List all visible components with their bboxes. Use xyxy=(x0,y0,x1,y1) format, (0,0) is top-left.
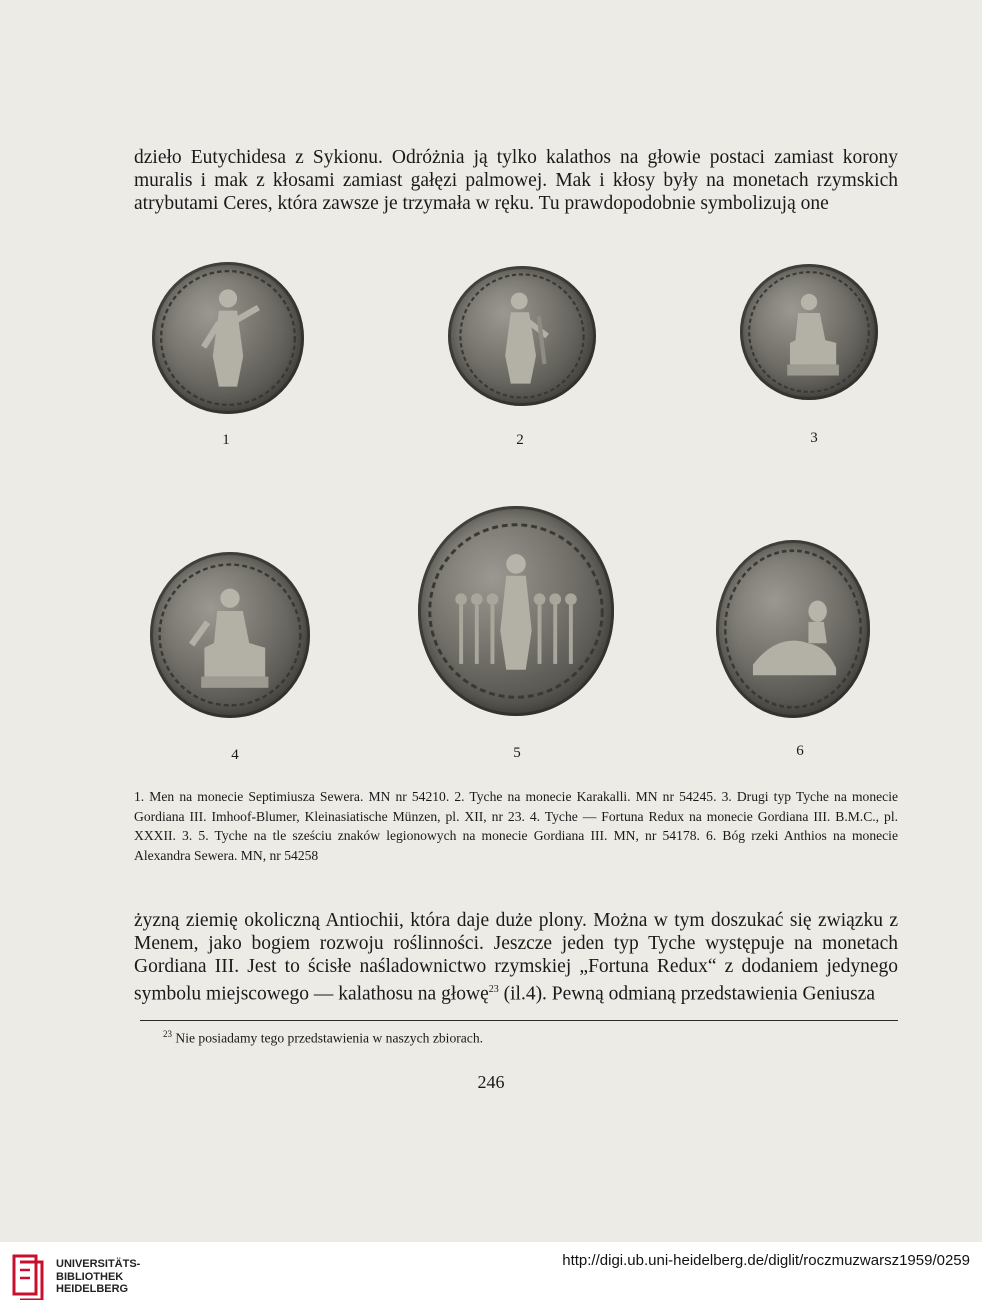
page-number: 246 xyxy=(477,1072,505,1092)
coin-6-image xyxy=(716,540,870,718)
coin-seated-figure-icon xyxy=(740,264,878,400)
body-text-top: dzieło Eutychidesa z Sykionu. Odróżnia ją tylko kalathos na głowie postaci zamiast korony muralis i mak z kłosami zamiast gałęzi palmowej. Mak i kłosy były na monetach rzymskich atrybutami Ceres, która zawsze je trzymała w ręku. Tu prawdopodobnie symbolizują one xyxy=(134,147,898,214)
body-text-bottom xyxy=(134,909,898,1006)
figure-caption: 1. Men na monecie Septimiusza Sewera. MN nr 54210. 2. Tyche na monecie Karakalli. MN nr 54245. 3. Drugi typ Tyche na monecie Gordiana III. Imhoof-Blumer, Kleinasiatische Münzen, pl. XII, nr 23. 4. Tyche — Fortuna Redux na monecie Gordiana III. B.M.C., pl. XXXII. 3. 5. Tyche na tle sześciu znaków legionowych na monecie Gordiana III. MN, nr 54178. 6. Bóg rzeki Anthios na monecie Alexandra Sewera. MN, nr 54258 xyxy=(134,789,898,863)
coin-standards-icon xyxy=(418,506,614,716)
footnote-divider xyxy=(140,1020,898,1021)
coin-reclining-figure-icon xyxy=(716,540,870,718)
coin-6-number: 6 xyxy=(796,743,804,759)
library-footer xyxy=(0,1242,982,1312)
footnote-number: 23 xyxy=(163,1029,172,1039)
coin-3-number: 3 xyxy=(810,430,818,446)
coin-2-image xyxy=(448,266,596,406)
coin-1-image xyxy=(152,262,304,414)
body-text-bottom-part2: (il.4). Pewną odmianą przedstawienia Geniusza xyxy=(498,983,876,1005)
coin-3-image xyxy=(740,264,878,400)
coin-5-image xyxy=(418,506,614,716)
library-name-line1: UNIVERSITÄTS- xyxy=(56,1258,141,1270)
coin-seated-figure-icon xyxy=(150,552,310,718)
library-name xyxy=(56,1258,140,1296)
footnote-text: Nie posiadamy tego przedstawienia w naszych zbiorach. xyxy=(172,1030,484,1046)
coin-1-number: 1 xyxy=(222,432,230,448)
coin-2-number: 2 xyxy=(516,432,524,448)
coin-4-image xyxy=(150,552,310,718)
library-name-line2: BIBLIOTHEK xyxy=(56,1270,124,1283)
coin-standing-figure-icon xyxy=(448,266,596,406)
library-logo-icon[interactable] xyxy=(10,1250,46,1300)
library-name-line3: HEIDELBERG xyxy=(56,1283,129,1295)
permalink-url[interactable]: http://digi.ub.uni-heidelberg.de/diglit/roczmuzwarsz1959/0259 xyxy=(562,1252,970,1269)
coin-5-number: 5 xyxy=(513,745,521,761)
coin-4-number: 4 xyxy=(231,747,239,763)
coin-standing-figure-icon xyxy=(152,262,304,414)
footnote xyxy=(163,1029,483,1047)
footnote-reference[interactable]: 23 xyxy=(488,984,499,995)
body-text-bottom-part1: żyzną ziemię okoliczną Antiochii, która daje duże plony. Można w tym doszukać się związku z Menem, jako bogiem rozwoju roślinności. Jeszcze jeden typ Tyche występuje na monetach Gordiana III. Jest to ścisłe naśladownictwo rzymskiej „Fortuna Redux“ z dodaniem jedynego symbolu miejscowego — kalathosu na głowę xyxy=(134,910,898,1005)
